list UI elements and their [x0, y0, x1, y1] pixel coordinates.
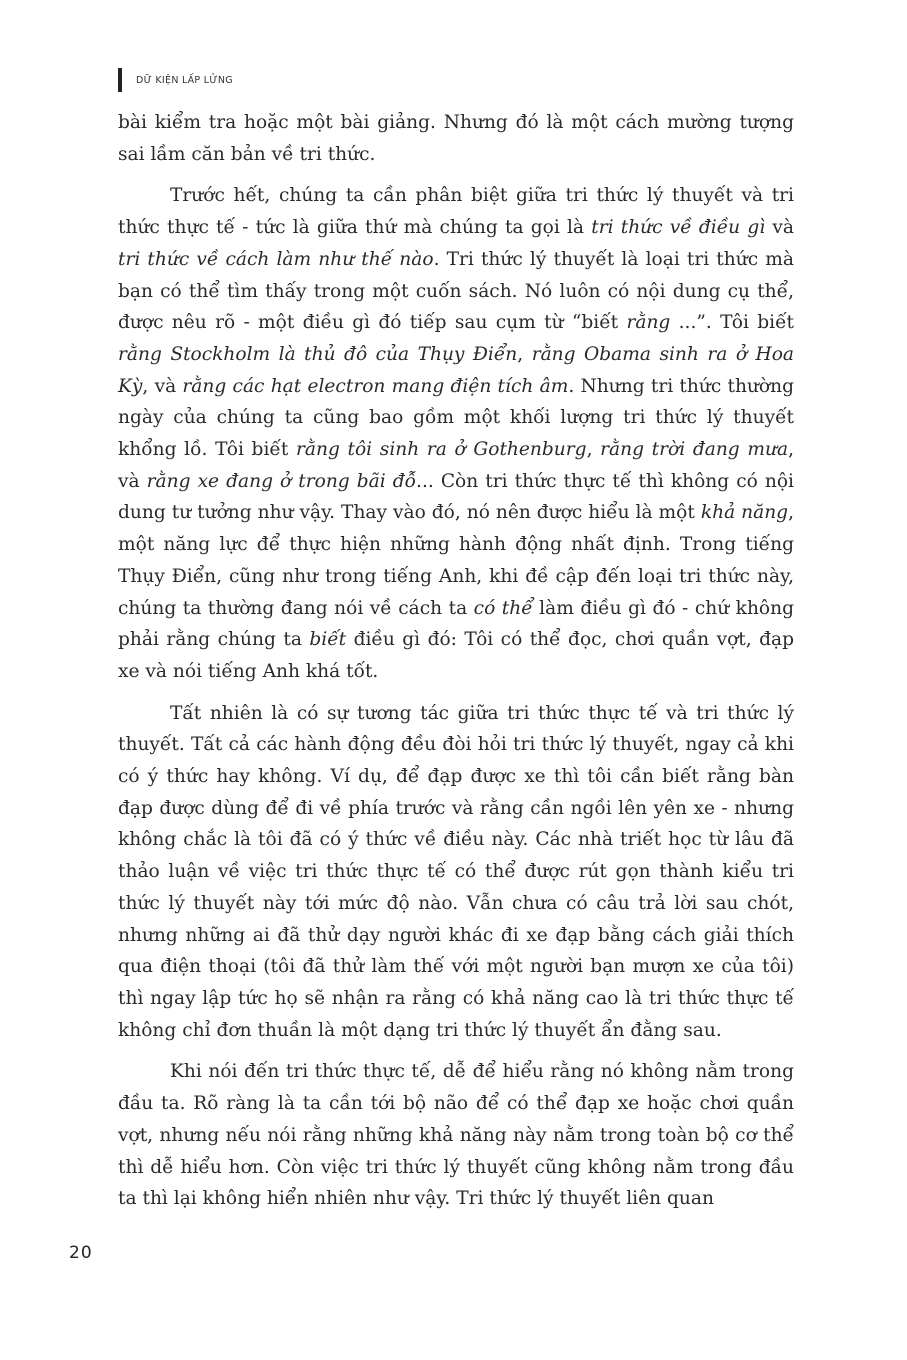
- text-segment: Tất nhiên là có sự tương tác giữa tri thức thực tế và tri thức lý thuyết. Tất cả các hành động đều đòi hỏi tri thức lý thuyết, ngay cả khi có ý thức hay không. Ví dụ, để đạp được xe thì tôi cần biết rằng bàn đạp được dùng để đi về phía trước và rằng cần ngồi lên yên xe - nhưng không chắc là tôi đã có ý thức về điều này. Các nhà triết học từ lâu đã thảo luận về việc tri thức thực tế có thể được rút gọn thành kiểu tri thức lý thuyết này tới mức độ nào. Vẫn chưa có câu trả lời sau chót, nhưng những ai đã thử dạy người khác đi xe đạp bằng cách giải thích qua điện thoại (tôi đã thử làm thế với một người bạn mượn xe của tôi) thì ngay lập tức họ sẽ nhận ra rằng có khả năng cao là tri thức thực tế không chỉ đơn thuần là một dạng tri thức lý thuyết ẩn đằng sau.: [118, 702, 794, 1041]
- text-segment: . Nhưng tri thức thường ngày của chúng ta cũng bao gồm một khối lượng tri thức lý thuyết khổng lồ. Tôi biết: [118, 375, 795, 461]
- text-segment: Trước hết, chúng ta cần phân biệt giữa tri thức lý thuyết và tri thức thực tế - tức là giữa thứ mà chúng ta gọi là: [118, 185, 794, 239]
- paragraph: [118, 107, 794, 170]
- text-segment: bài kiểm tra hoặc một bài giảng. Nhưng đó là một cách mường tượng sai lầm căn bản về tri thức.: [118, 112, 794, 165]
- paragraph: [118, 180, 794, 687]
- text-segment: ... Còn tri thức thực tế thì không có nội dung tư tưởng như vậy. Thay vào đó, nó nên được hiểu là một: [118, 470, 794, 524]
- paragraph: [118, 698, 794, 1047]
- italic-text: biết: [309, 629, 347, 651]
- italic-text: rằng các hạt electron mang điện tích âm: [182, 375, 569, 397]
- italic-text: tri thức về điều gì: [591, 217, 766, 239]
- running-head: [118, 68, 233, 92]
- italic-text: rằng: [626, 312, 671, 334]
- italic-text: khả năng: [700, 502, 789, 524]
- text-segment: điều gì đó: Tôi có thể đọc, chơi quần vợt, đạp xe và nói tiếng Anh khá tốt.: [118, 629, 795, 682]
- running-head-bar: [118, 68, 122, 92]
- text-segment: ,: [586, 439, 601, 461]
- text-segment: làm điều gì đó - chứ không phải rằng chúng ta: [118, 597, 795, 651]
- italic-text: rằng Obama sinh ra ở Hoa Kỳ: [118, 343, 794, 397]
- text-segment: Khi nói đến tri thức thực tế, dễ để hiểu rằng nó không nằm trong đầu ta. Rõ ràng là ta cần tới bộ não để có thể đạp xe hoặc chơi quần vợt, nhưng nếu nói rằng những khả năng này nằm trong toàn bộ cơ thể thì dễ hiểu hơn. Còn việc tri thức lý thuyết cũng không nằm trong đầu ta thì lại không hiển nhiên như vậy. Tri thức lý thuyết liên quan: [118, 1061, 794, 1210]
- italic-text: có thể: [473, 597, 533, 619]
- text-segment: ...”. Tôi biết: [670, 312, 794, 334]
- text-segment: , và: [118, 439, 794, 492]
- text-segment: , và: [142, 375, 183, 397]
- text-segment: và: [765, 217, 794, 239]
- text-segment: ,: [517, 343, 532, 365]
- paragraph: [118, 1056, 794, 1215]
- text-segment: , một năng lực để thực hiện những hành động nhất định. Trong tiếng Thụy Điển, cũng như trong tiếng Anh, khi đề cập đến loại tri thức này, chúng ta thường đang nói về cách ta: [118, 502, 794, 619]
- italic-text: rằng tôi sinh ra ở Gothenburg: [296, 439, 587, 461]
- italic-text: rằng xe đang ở trong bãi đỗ: [146, 470, 417, 492]
- italic-text: tri thức về cách làm như thế nào: [118, 248, 434, 270]
- italic-text: rằng trời đang mưa: [600, 439, 789, 461]
- italic-text: rằng Stockholm là thủ đô của Thụy Điển: [118, 343, 518, 365]
- body-text: [118, 107, 794, 1225]
- text-segment: . Tri thức lý thuyết là loại tri thức mà bạn có thể tìm thấy trong một cuốn sách. Nó luôn có nội dung cụ thể, được nêu rõ - một điều gì đó tiếp sau cụm từ “biết: [118, 248, 794, 334]
- running-head-title: DỮ KIỆN LẤP LỬNG: [136, 74, 233, 86]
- page-number: 20: [69, 1243, 93, 1263]
